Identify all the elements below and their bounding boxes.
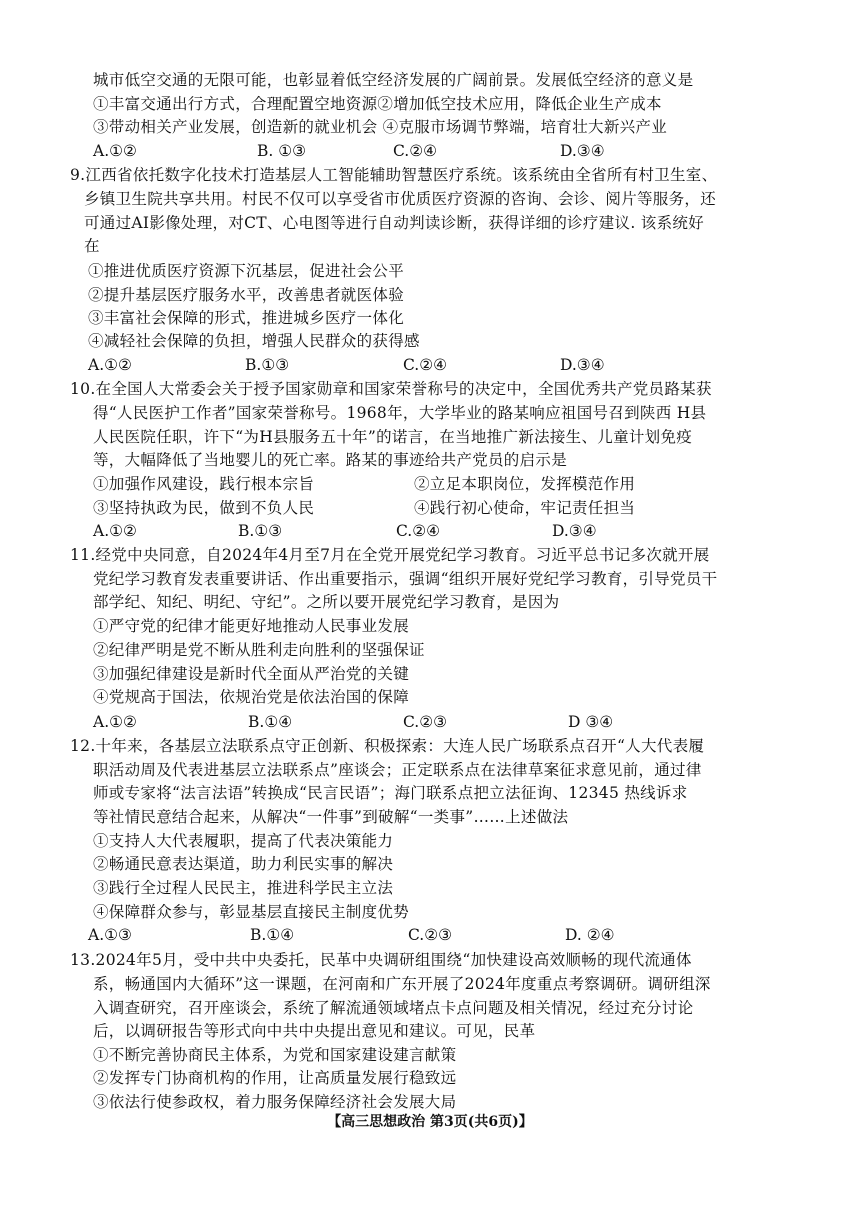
q11-statement-3: ③加强纪律建设是新时代全面从严治党的关键 [93, 665, 410, 683]
q8-statements-1-2: ①丰富交通出行方式，合理配置空地资源②增加低空技术应用，降低企业生产成本 [93, 95, 662, 113]
q10-option-b: B.①③ [238, 522, 283, 540]
q12-statement-1: ①支持人大代表履职，提高了代表决策能力 [93, 832, 394, 850]
q13-stem-line-4: 后，以调研报告等形式向中共中央提出意见和建议。可见，民革 [93, 1022, 536, 1040]
q11-statement-4: ④党规高于国法，依规治党是依法治国的保障 [93, 688, 410, 706]
q12-statement-4: ④保障群众参与，彰显基层直接民主制度优势 [93, 903, 410, 921]
q9-stem-line-2: 乡镇卫生院共享共用。村民不仅可以享受省市优质医疗资源的咨询、会诊、阅片等服务，还 [84, 190, 717, 208]
q11-statement-1: ①严守党的纪律才能更好地推动人民事业发展 [93, 617, 410, 635]
q9-option-c: C.②④ [403, 356, 448, 374]
q12-option-a: A.①③ [88, 926, 132, 944]
q10-stem-line-4: 等，大幅降低了当地婴儿的死亡率。路某的事迹给共产党员的启示是 [93, 451, 568, 469]
q9-stem-line-1: 9.江西省依托数字化技术打造基层人工智能辅助智慧医疗系统。该系统由全省所有村卫生室、 [70, 166, 718, 184]
q8-option-c: C.②④ [393, 142, 438, 160]
q8-statements-3-4: ③带动相关产业发展，创造新的就业机会 ④克服市场调节弊端，培育壮大新兴产业 [93, 118, 668, 136]
q13-stem-line-1: 13.2024年5月，受中共中央委托，民革中央调研组围绕“加快建设高效顺畅的现代流通体 [70, 951, 692, 969]
q11-option-c: C.②③ [403, 713, 448, 731]
q9-option-d: D.③④ [560, 356, 605, 374]
q12-stem-line-3: 师或专家将“法言法语”转换成“民言民语”；海门联系点把立法征询、12345 热线诉求 [93, 784, 688, 802]
q10-option-a: A.①② [93, 522, 137, 540]
q11-stem-line-2: 党纪学习教育发表重要讲话、作出重要指示，强调“组织开展好党纪学习教育，引导党员干 [93, 570, 718, 588]
q11-statement-2: ②纪律严明是党不断从胜利走向胜利的坚强保证 [93, 641, 425, 659]
q12-statement-3: ③践行全过程人民民主，推进科学民主立法 [93, 879, 394, 897]
q9-stem-line-4: 在 [84, 237, 100, 255]
q11-stem-line-3: 部学纪、知纪、明纪、守纪”。之所以要开展党纪学习教育，是因为 [93, 593, 560, 611]
q10-statement-1: ①加强作风建设，践行根本宗旨 [93, 475, 315, 493]
q11-stem-line-1: 11.经党中央同意，自2024年4月至7月在全党开展党纪学习教育。习近平总书记多次就开展 [70, 546, 710, 564]
q11-option-d: D ③④ [568, 713, 614, 731]
q8-option-a: A.①② [93, 142, 137, 160]
q12-option-b: B.①④ [250, 926, 295, 944]
q12-stem-line-1: 12.十年来，各基层立法联系点守正创新、积极探索：大连人民广场联系点召开“人大代表履 [70, 737, 705, 755]
q10-stem-line-2: 得“人民医护工作者”国家荣誉称号。1968年，大学毕业的路某响应祖国号召到陕西 H县 [93, 404, 707, 422]
q12-option-d: D. ②④ [565, 926, 615, 944]
q12-statement-2: ②畅通民意表达渠道，助力利民实事的解决 [93, 855, 394, 873]
q12-stem-line-2: 职活动周及代表进基层立法联系点”座谈会；正定联系点在法律草案征求意见前，通过律 [93, 761, 702, 779]
q9-option-b: B.①③ [245, 356, 290, 374]
q10-stem-line-3: 人民医院任职，许下“为H县服务五十年”的诺言，在当地推广新法接生、儿童计划免疫 [93, 428, 693, 446]
q9-statement-3: ③丰富社会保障的形式，推进城乡医疗一体化 [88, 309, 405, 327]
q10-option-c: C.②④ [396, 522, 441, 540]
q13-stem-line-2: 系，畅通国内大循环”这一课题，在河南和广东开展了2024年度重点考察调研。调研组深 [93, 975, 711, 993]
q10-stem-line-1: 10.在全国人大常委会关于授予国家勋章和国家荣誉称号的决定中，全国优秀共产党员路某获 [70, 380, 712, 398]
q8-option-d: D.③④ [560, 142, 605, 160]
q12-option-c: C.②③ [408, 926, 453, 944]
q10-statement-3: ③坚持执政为民，做到不负人民 [93, 499, 315, 517]
q8-stem-tail: 城市低空交通的无限可能，也彰显着低空经济发展的广阔前景。发展低空经济的意义是 [93, 71, 694, 89]
q13-statement-1: ①不断完善协商民主体系，为党和国家建设建言献策 [93, 1046, 457, 1064]
q9-statement-2: ②提升基层医疗服务水平，改善患者就医体验 [88, 286, 405, 304]
q13-statement-3: ③依法行使参政权，着力服务保障经济社会发展大局 [93, 1093, 457, 1111]
page-footer: 【高三思想政治 第3页(共6页)】 [327, 1114, 533, 1130]
q9-option-a: A.①② [88, 356, 132, 374]
q13-stem-line-3: 入调查研究，召开座谈会，系统了解流通领域堵点卡点问题及相关情况，经过充分讨论 [93, 999, 694, 1017]
q12-stem-line-4: 等社情民意结合起来，从解决“一件事”到破解“一类事”……上述做法 [93, 808, 569, 826]
q10-statement-2: ②立足本职岗位，发挥模范作用 [414, 475, 636, 493]
q11-option-a: A.①② [93, 713, 137, 731]
q9-stem-line-3: 可通过AI影像处理，对CT、心电图等进行自动判读诊断，获得详细的诊疗建议. 该系统好 [84, 214, 704, 232]
q8-option-b: B. ①③ [257, 142, 307, 160]
q9-statement-4: ④减轻社会保障的负担，增强人民群众的获得感 [88, 332, 420, 350]
q10-statement-4: ④践行初心使命，牢记责任担当 [414, 499, 636, 517]
q9-statement-1: ①推进优质医疗资源下沉基层，促进社会公平 [88, 262, 405, 280]
q11-option-b: B.①④ [248, 713, 293, 731]
q10-option-d: D.③④ [552, 522, 597, 540]
q13-statement-2: ②发挥专门协商机构的作用，让高质量发展行稳致远 [93, 1069, 457, 1087]
